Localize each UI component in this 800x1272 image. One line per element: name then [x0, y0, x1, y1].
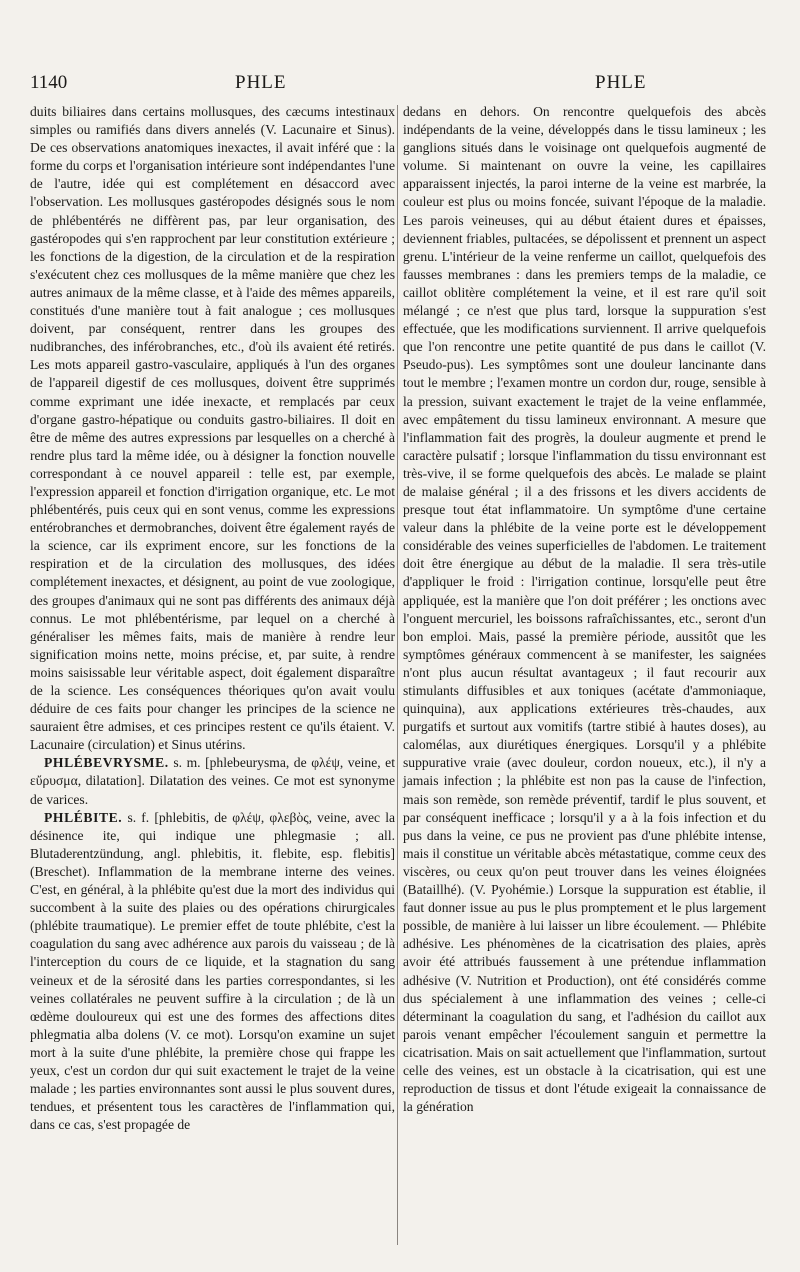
entry-phlebevrysme [30, 754, 395, 808]
right-column [403, 103, 766, 1116]
column-divider [397, 105, 398, 1245]
left-column [30, 103, 395, 1134]
running-head-right: PHLE [595, 72, 647, 93]
running-head-left: PHLE [235, 72, 287, 93]
page-number: 1140 [30, 72, 68, 93]
entry-phlebite [30, 809, 395, 1135]
continued-paragraph: duits biliaires dans certains mollusques, des cæcums intestinaux simples ou ramifiés dans divers annelés (V. Lacunaire et Sinus). De ces observations anatomiques inexactes, il avait inféré que : la forme du corps et l'organisation intérieure sont indépendantes l'une de l'autre, idée qui est complétement en désaccord avec l'observation. Les mollusques gastéropodes désignés sous le nom de phlébentérés ne diffèrent pas, par leur organisation, des gastéropodes qui s'en rapprochent par leur constitution extérieure ; les fonctions de la digestion, de la circulation et de la respiration s'exécutent chez ces mollusques de la même manière que chez les autres animaux de la même classe, et à l'aide des mêmes appareils, constitués d'une manière tout à fait analogue ; ces mollusques doivent, par conséquent, rentrer dans les groupes des nudibranches, des inférobranches, etc., d'où ils avaient été retirés. Les mots appareil gastro-vasculaire, appliqués à l'un des organes de l'appareil digestif de ces mollusques, doivent être supprimés comme exprimant une idée inexacte, et remplacés par ceux d'organe gastro-hépatique ou conduits gastro-biliaires. Il doit en être de même des autres expressions par lesquelles on a cherché à rendre plus tard la même idée, ou à désigner la fonction nouvelle correspondant à ce nouvel appareil : telle est, par exemple, l'expression appareil et fonction d'irrigation organique, etc. Le mot phlébentérés, puis ceux qui en sont venus, comme les expressions entérobranches et dermobranches, doivent être également rayés de la science, car ils expriment encore, sur les fonctions de la respiration et de la circulation des mollusques, des idées complétement inexactes, et désignent, au point de vue zoologique, des groupes d'animaux qui ne sont pas différents des animaux déjà connus. Le mot phlébentérisme, par lequel on a cherché à généraliser les mêmes faits, mais de manière à rendre leur signification moins nette, moins précise, et, par suite, à rendre moins saisissable leur véritable aspect, doit également disparaître de la science. Les conséquences théoriques qu'on avait voulu déduire de ces faits pour changer les principes de la science ne sauraient être admises, et ces principes restent ce qu'ils étaient. V. Lacunaire (circulation) et Sinus utérins. [30, 104, 395, 753]
continued-paragraph: dedans en dehors. On rencontre quelquefois des abcès indépendants de la veine, développés dans le tissu lamineux ; les ganglions situés dans le voisinage ont quelquefois augmenté de volume. Si maintenant on ouvre la veine, les capillaires apparaissent injectés, la paroi interne de la veine est marbrée, la couleur est plus ou moins foncée, suivant l'époque de la maladie. Les parois veineuses, qui au début étaient dures et épaisses, deviennent friables, pultacées, se dépolissent et prennent un aspect grenu. L'intérieur de la veine renferme un caillot, quelquefois des fausses membranes : dans les premiers temps de la maladie, ce caillot oblitère complétement la veine, et il est rare qu'il soit mélangé ; ce n'est que plus tard, lorsque la suppuration s'est effectuée, que les modifications surviennent. Il arrive quelquefois que l'on rencontre une petite quantité de pus dans le caillot (V. Pseudo-pus). Les symptômes sont une douleur lancinante dans tout le membre ; l'examen montre un cordon dur, rouge, sensible à la pression, suivant exactement le trajet de la veine enflammée, avec empâtement du tissu lamineux environnant. A mesure que l'inflammation fait des progrès, la douleur augmente et prend le caractère pulsatif ; lorsque l'inflammation du tissu environnant est très-vive, il se forme quelquefois des abcès. Le malade se plaint de malaise général ; il a des frissons et les divers accidents de presque tout état inflammatoire. Un symptôme d'une certaine valeur dans la phlébite de la veine porte est le développement considérable des veines superficielles de l'abdomen. Le traitement doit être énergique au début de la maladie. Il sera très-utile d'appliquer le froid : l'irrigation continue, lorsqu'elle peut être appliquée, est la manière que l'on doit préférer ; les onctions avec l'onguent mercuriel, les boissons rafraîchissantes, etc., seront d'un bon emploi. Mais, passé la première période, aussitôt que les symptômes généraux commencent à se manifester, les saignées n'ont plus aucun résultat avantageux ; il faut recourir aux stimulants diffusibles et aux toniques (acétate d'ammoniaque, quinquina), aux applications extérieures très-chaudes, aux purgatifs et surtout aux vomitifs (tartre stibié à hautes doses), au calomélas, aux diurétiques énergiques. Lorsqu'il y a phlébite suppurative vraie (avec douleur, cordon noueux, etc.), il n'y a jamais infection ; la phlébite est non pas la cause de l'infection, mais son remède, son remède préventif, tardif le plus souvent, et par conséquent inefficace ; lorsqu'il y a à la fois infection et du pus dans la veine, ce pus ne provient pas d'une phlébite intense, mais il constitue un véritable abcès métastatique, comme ceux des viscères, ou ceux qu'on peut trouver dans les veines éloignées (Bataillhé). (V. Pyohémie.) Lorsque la suppuration est établie, il faut donner issue au pus le plus promptement et le plus largement possible, de manière à lui laisser un libre écoulement. — Phlébite adhésive. Les phénomènes de la cicatrisation des plaies, après avoir été attribués faussement à une prétendue inflammation adhésive (V. Nutrition et Production), ont été considérés comme dus spécialement à une inflammation des veines ; celle-ci déterminant la coagulation du sang, et l'adhésion du caillot aux parois venant empêcher l'écoulement sanguin et permettre la cicatrisation. Mais on sait actuellement que l'inflammation, surtout celle des veines, est un obstacle à la cicatrisation, qui est une reproduction de tissus et dont l'étude exigeait la connaissance de la génération [403, 104, 766, 1115]
headword: PHLÉBEVRYSME. [44, 755, 169, 771]
page-header [30, 72, 768, 98]
entry-text: s. m. [phlebeurysma, de φλέψ, veine, et εὔρυσμα, dilatation]. Dilatation des veines. Ce mot est synonyme de varices. [30, 755, 395, 807]
entry-text: s. f. [phlebitis, de φλέψ, φλεβὸς, veine, avec la désinence ite, qui indique une phlegmasie ; all. Blutaderentzündung, angl. phlebitis, it. flebite, esp. flebitis] (Breschet). Inflammation de la membrane interne des veines. C'est, en général, à la phlébite qu'est due la mort des individus qui succombent à la suite des plaies ou des opérations chirurgicales (phlébite traumatique). Le premier effet de toute phlébite, c'est la coagulation du sang avec adhérence aux parois du vaisseau ; de là l'interception du cours de ce liquide, et la stagnation du sang veineux et de la sérosité dans les parties correspondantes, si les veines collatérales ne peuvent suffire à la circulation ; de là un œdème douloureux qui est une des formes des affections dites phlegmatia alba dolens (V. ce mot). Lorsqu'on examine un sujet mort à la suite d'une phlébite, la première chose qui frappe les yeux, c'est un cordon dur qui suit exactement le trajet de la veine malade ; les parties environnantes sont aussi le plus souvent dures, tendues, et présentent tous les caractères de l'inflammation qui, dans ce cas, s'est propagée de [30, 809, 395, 1133]
headword: PHLÉBITE. [44, 809, 123, 825]
